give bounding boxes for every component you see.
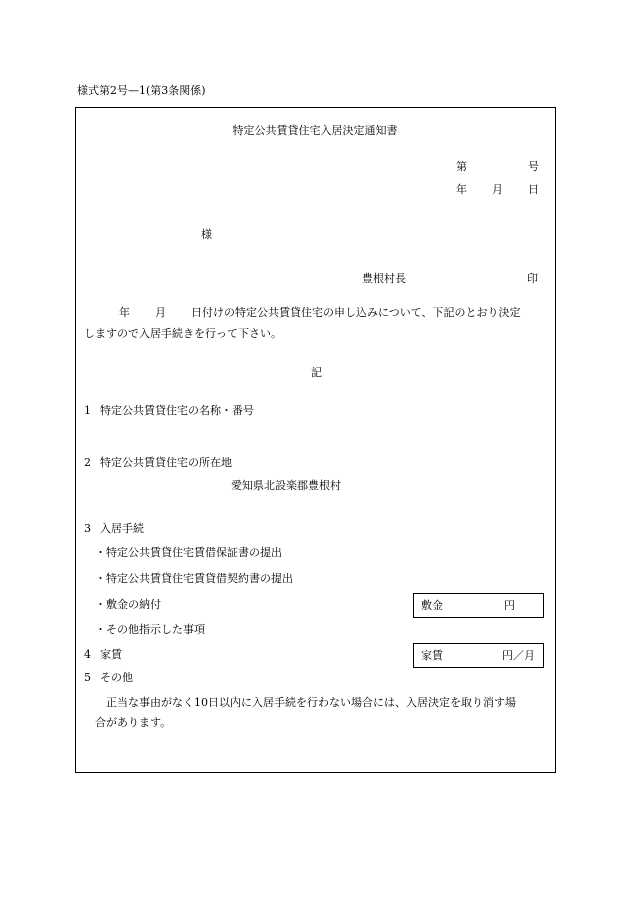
item-3-text: 入居手続 [100, 522, 144, 535]
item-3-number: 3 [84, 522, 91, 535]
item-3-sub-2: ・特定公共賃貸住宅賃貸借契約書の提出 [95, 572, 293, 585]
notice-frame [75, 107, 556, 773]
issuer-name: 豊根村長 [362, 272, 406, 285]
item-2-text: 特定公共賃貸住宅の所在地 [100, 456, 232, 469]
deposit-box [413, 593, 544, 618]
body-month: 月 [155, 306, 166, 319]
item-3-sub-3: ・敷金の納付 [95, 598, 161, 611]
item-4-text: 家賃 [100, 648, 122, 661]
rent-label: 家賃 [421, 649, 443, 662]
number-dai: 第 [456, 160, 467, 173]
item-3-sub-1: ・特定公共賃貸住宅賃借保証書の提出 [95, 546, 282, 559]
deposit-label: 敷金 [421, 599, 443, 612]
item-3-sub-4: ・その他指示した事項 [95, 623, 205, 636]
item-1-number: 1 [84, 404, 91, 417]
item-2-number: 2 [84, 456, 91, 469]
item-1-text: 特定公共賃貸住宅の名称・番号 [100, 404, 254, 417]
item-5-number: 5 [84, 671, 91, 684]
number-go: 号 [528, 160, 539, 173]
ki-heading: 記 [311, 366, 322, 379]
body-line-1: 日付けの特定公共賃貸住宅の申し込みについて、下記のとおり決定 [191, 306, 521, 319]
body-year: 年 [119, 306, 130, 319]
rent-unit: 円／月 [502, 649, 535, 662]
seal-mark: 印 [527, 272, 538, 285]
date-year: 年 [456, 183, 467, 196]
document-title: 特定公共賃貸住宅入居決定通知書 [232, 124, 398, 137]
item-4-number: 4 [84, 648, 91, 661]
date-month: 月 [492, 183, 503, 196]
body-line-2: しますので入居手続きを行って下さい。 [84, 327, 282, 340]
recipient-suffix: 様 [201, 228, 212, 241]
item-5-text: その他 [100, 671, 133, 684]
rent-box [413, 643, 544, 668]
form-label: 様式第2号—1(第3条関係) [77, 84, 206, 97]
item-5-line-2: 合があります。 [95, 716, 172, 729]
deposit-unit: 円 [504, 599, 515, 612]
date-day: 日 [528, 183, 539, 196]
item-5-line-1: 正当な事由がなく10日以内に入居手続を行わない場合には、入居決定を取り消す場 [106, 696, 516, 709]
item-2-value: 愛知県北設楽郡豊根村 [231, 479, 341, 492]
